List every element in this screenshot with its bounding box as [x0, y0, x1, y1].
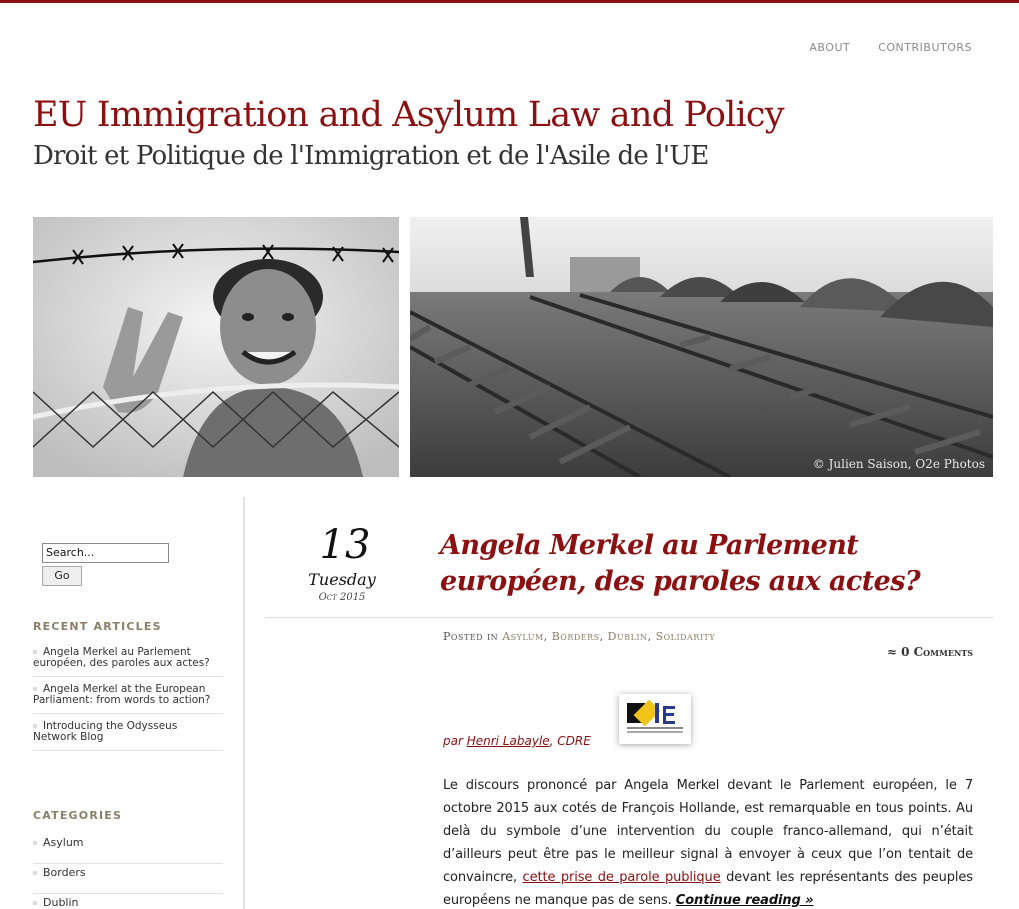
search-form [42, 541, 169, 586]
author-link[interactable]: Henri Labayle [466, 734, 550, 748]
top-accent-bar [0, 0, 1019, 3]
tag-link[interactable]: Borders [551, 630, 600, 643]
top-navigation [809, 41, 972, 54]
site-subtitle: Droit et Politique de l'Immigration et de l'Asile de l'UE [33, 141, 709, 171]
post-date-weekday: Tuesday [308, 570, 376, 589]
search-go-button[interactable]: Go [42, 566, 82, 586]
post-title[interactable]: Angela Merkel au Parlement européen, des paroles aux actes? [440, 530, 921, 597]
categories-list [33, 834, 223, 909]
categories-heading: CATEGORIES [33, 809, 123, 822]
bullet-icon [33, 724, 37, 728]
inline-link[interactable]: cette prise de parole publique [522, 870, 721, 885]
recent-article-item[interactable]: Angela Merkel at the European Parliament: from words to action? [33, 684, 223, 714]
recent-articles-heading: RECENT ARTICLES [33, 620, 162, 633]
bullet-icon [33, 901, 37, 905]
posted-in-label: Posted in [443, 630, 499, 643]
recent-article-item[interactable]: Angela Merkel au Parlement européen, des paroles aux actes? [33, 647, 223, 677]
post-date-month-year: Oct 2015 [318, 592, 366, 603]
recent-article-item[interactable]: Introducing the Odysseus Network Blog [33, 721, 223, 751]
post-date-day: 13 [319, 522, 371, 568]
category-item[interactable]: Borders [33, 864, 223, 894]
post-header-divider [265, 617, 993, 618]
search-input[interactable] [42, 543, 169, 563]
post-excerpt: Le discours prononcé par Angela Merkel devant le Parlement européen, le 7 octobre 2015 aux cotés de François Hollande, est remarquable en tous points. Au delà du symbole d’une intervention du couple franco-allemand, qui n’était d’ailleurs peut être pas le meilleur signal à envoyer à ceux que l’on tentait de convaincre, cette prise de parole publique devant les représentants des peuples européens ne manque pas de sens. Continue reading » [443, 778, 973, 908]
category-item[interactable]: Asylum [33, 834, 223, 864]
bullet-icon [33, 841, 37, 845]
tag-link[interactable]: Dublin [607, 630, 648, 643]
recent-articles-list [33, 647, 223, 758]
photo-credit: © Julien Saison, O2e Photos [812, 457, 985, 471]
tag-link[interactable]: Solidarity [655, 630, 716, 643]
nav-contributors-link[interactable]: CONTRIBUTORS [878, 41, 972, 54]
nav-about-link[interactable]: ABOUT [809, 41, 851, 54]
bullet-icon [33, 687, 37, 691]
category-item[interactable]: Dublin [33, 894, 223, 909]
post-byline: par Henri Labayle, CDRE [443, 734, 591, 748]
site-title[interactable]: EU Immigration and Asylum Law and Policy [33, 95, 784, 135]
comments-link[interactable]: ≈ 0 Comments [886, 645, 973, 659]
post-meta: Posted in Asylum, Borders, Dublin, Solidarity [443, 630, 716, 643]
continue-reading-link[interactable]: Continue reading » [675, 893, 814, 908]
bullet-icon [33, 650, 37, 654]
bullet-icon [33, 871, 37, 875]
cdre-logo [619, 694, 691, 744]
tag-link[interactable]: Asylum [502, 630, 544, 643]
banner-photo-camp [410, 217, 993, 477]
banner-photo-child [33, 217, 399, 477]
sidebar-divider [243, 497, 245, 909]
